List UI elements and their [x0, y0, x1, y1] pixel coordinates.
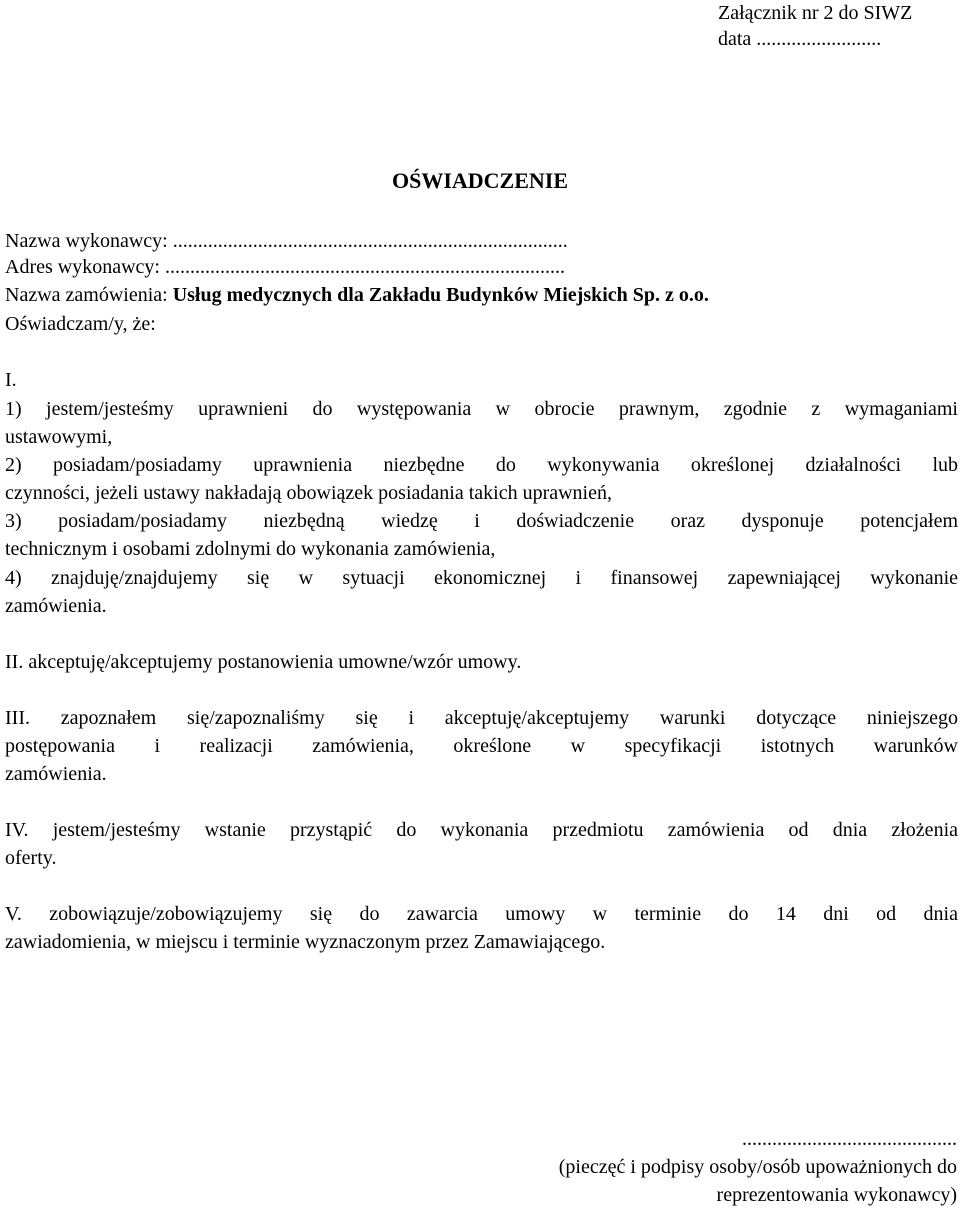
section-3-line: postępowania i realizacji zamówienia, określone w specyfikacji istotnych warunków — [5, 735, 958, 757]
order-name-value: Usług medycznych dla Zakładu Budynków Miejskich Sp. z o.o. — [172, 284, 709, 306]
contractor-name-value: ............................................................................... — [172, 230, 568, 252]
section-1-line: zamówienia. — [5, 595, 107, 617]
document-header — [718, 0, 912, 52]
section-1-line: czynności, jeżeli ustawy nakładają obowiązek posiadania takich uprawnień, — [5, 482, 612, 504]
section-3-line: III. zapoznałem się/zapoznaliśmy się i akceptuję/akceptujemy warunki dotyczące niniejszego — [5, 707, 958, 729]
signature-caption-line-2: reprezentowania wykonawcy) — [716, 1184, 957, 1206]
contractor-address-value: ................................................................................ — [164, 256, 565, 278]
signature-dots: ........................................... — [742, 1128, 957, 1150]
contractor-name-label: Nazwa wykonawcy: — [5, 230, 168, 252]
section-3-line: zamówienia. — [5, 763, 107, 785]
contractor-address-row — [5, 255, 565, 279]
declaration-intro: Oświadczam/y, że: — [5, 313, 156, 335]
section-5-line: V. zobowiązuje/zobowiązujemy się do zawarcia umowy w terminie do 14 dni od dnia — [5, 903, 958, 925]
document-title: OŚWIADCZENIE — [391, 168, 569, 193]
signature-caption-line-1: (pieczęć i podpisy osoby/osób upoważnionych do — [558, 1156, 957, 1178]
section-1-line: 4) znajduję/znajdujemy się w sytuacji ekonomicznej i finansowej zapewniającej wykonanie — [5, 567, 958, 589]
section-1-line: ustawowymi, — [5, 426, 113, 448]
section-1-line: 2) posiadam/posiadamy uprawnienia niezbędne do wykonywania określonej działalności lub — [5, 454, 958, 476]
order-name-label: Nazwa zamówienia: — [5, 284, 168, 306]
section-1-label: I. — [5, 369, 17, 391]
section-1-line: 1) jestem/jesteśmy uprawnieni do występowania w obrocie prawnym, zgodnie z wymaganiami — [5, 398, 958, 420]
order-name-row — [5, 283, 709, 307]
section-5-line: zawiadomienia, w miejscu i terminie wyznaczonym przez Zamawiającego. — [5, 931, 606, 953]
section-4-line: IV. jestem/jesteśmy wstanie przystąpić do wykonania przedmiotu zamówienia od dnia złożenia — [5, 819, 958, 841]
section-2-line: II. akceptuję/akceptujemy postanowienia umowne/wzór umowy. — [5, 651, 522, 673]
section-4-line: oferty. — [5, 847, 57, 869]
contractor-name-row — [5, 229, 568, 253]
section-1-line: technicznym i osobami zdolnymi do wykonania zamówienia, — [5, 538, 496, 560]
contractor-address-label: Adres wykonawcy: — [5, 256, 160, 278]
section-1-line: 3) posiadam/posiadamy niezbędną wiedzę i doświadczenie oraz dysponuje potencjałem — [5, 510, 958, 532]
date-field: data ......................... — [718, 28, 882, 50]
attachment-label: Załącznik nr 2 do SIWZ — [718, 2, 913, 24]
